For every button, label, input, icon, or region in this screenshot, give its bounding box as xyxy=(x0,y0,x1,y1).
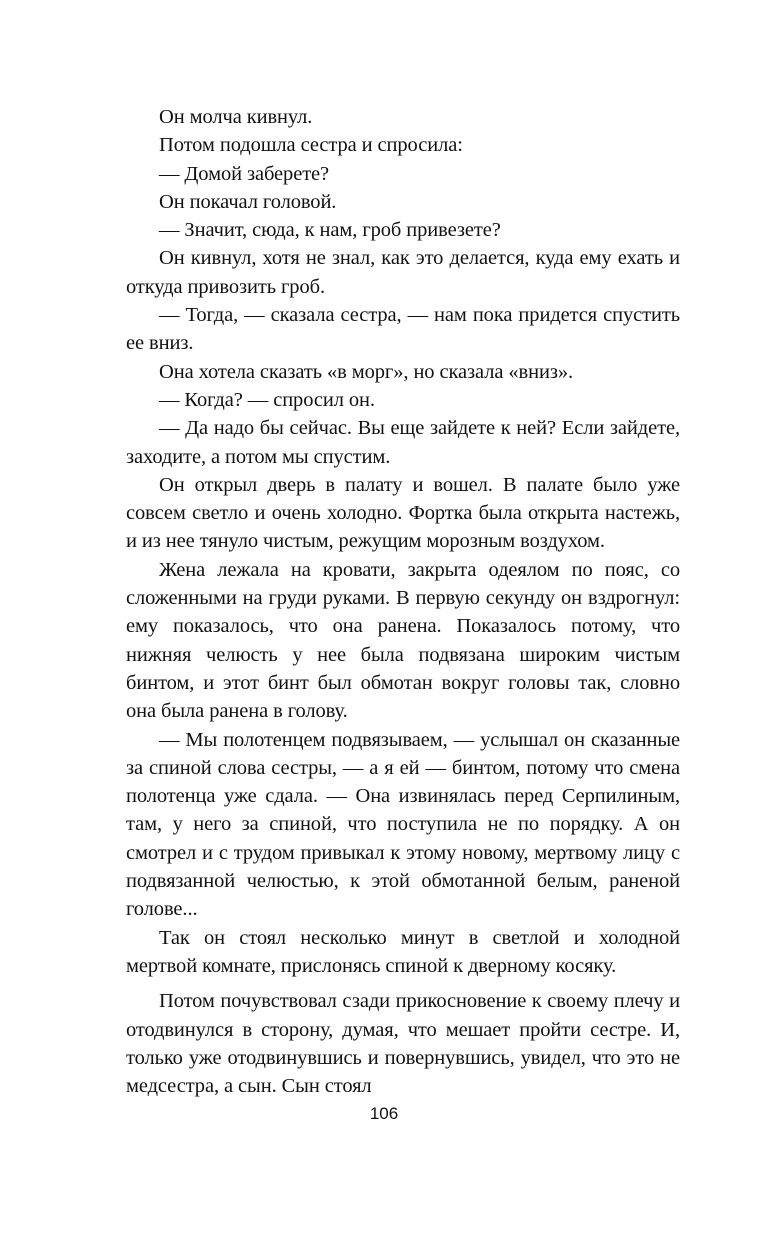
paragraph: Так он стоял несколько минут в светлой и холодной мертвой комнате, прислонясь спиной к дверному косяку. xyxy=(126,926,680,977)
paragraph: Он кивнул, хотя не знал, как это делается, куда ему ехать и откуда привозить гроб. xyxy=(126,247,680,298)
paragraph: — Значит, сюда, к нам, гроб привезете? xyxy=(159,219,501,242)
paragraph: Жена лежала на кровати, закрыта одеялом по пояс, со сложенными на груди руками. В первую секунду он вздрогнул: ему показалось, что она ранена. Показалось потому, что нижняя челюсть у нее была подвязана широким чистым бинтом, и этот бинт был обмотан вокруг головы так, словно она была ранена в голову. xyxy=(126,558,680,723)
paragraph: Потом почувствовал сзади прикосновение к своему плечу и отодвинулся в сторону, думая, что мешает пройти сестре. И, только уже отодвинувшись и повернувшись, увидел, что это не медсестра, а сын. Сын стоял xyxy=(126,990,680,1098)
paragraph: Она хотела сказать «в морг», но сказала «вниз». xyxy=(159,360,574,383)
paragraph: — Тогда, — сказала сестра, — нам пока придется спустить ее вниз. xyxy=(126,304,680,355)
paragraph: Он покачал головой. xyxy=(159,190,337,213)
paragraph: — Домой заберете? xyxy=(159,162,330,185)
paragraph: — Да надо бы сейчас. Вы еще зайдете к ней? Если зайдете, заходите, а потом мы спустим. xyxy=(126,417,680,468)
paragraph: — Когда? — спросил он. xyxy=(159,388,375,411)
page-number: 106 xyxy=(369,1104,399,1123)
body-text xyxy=(126,103,680,1100)
paragraph: Потом подошла сестра и спросила: xyxy=(159,134,463,157)
paragraph: Он молча кивнул. xyxy=(159,106,313,128)
paragraph: Он открыл дверь в палату и вошел. В палате было уже совсем светло и очень холодно. Фортка была открыта настежь, и из нее тянуло чистым, режущим морозным воздухом. xyxy=(126,473,680,553)
paragraph: — Мы полотенцем подвязываем, — услышал он сказанные за спиной слова сестры, — а я ей — бинтом, потому что смена полотенца уже сдала. — Она извинялась перед Серпилиным, там, у него за спиной, что поступила не по порядку. А он смотрел и с трудом привыкал к этому новому, мертвому лицу с подвязанной челюстью, к этой обмотанной белым, раненой голове... xyxy=(126,728,680,921)
